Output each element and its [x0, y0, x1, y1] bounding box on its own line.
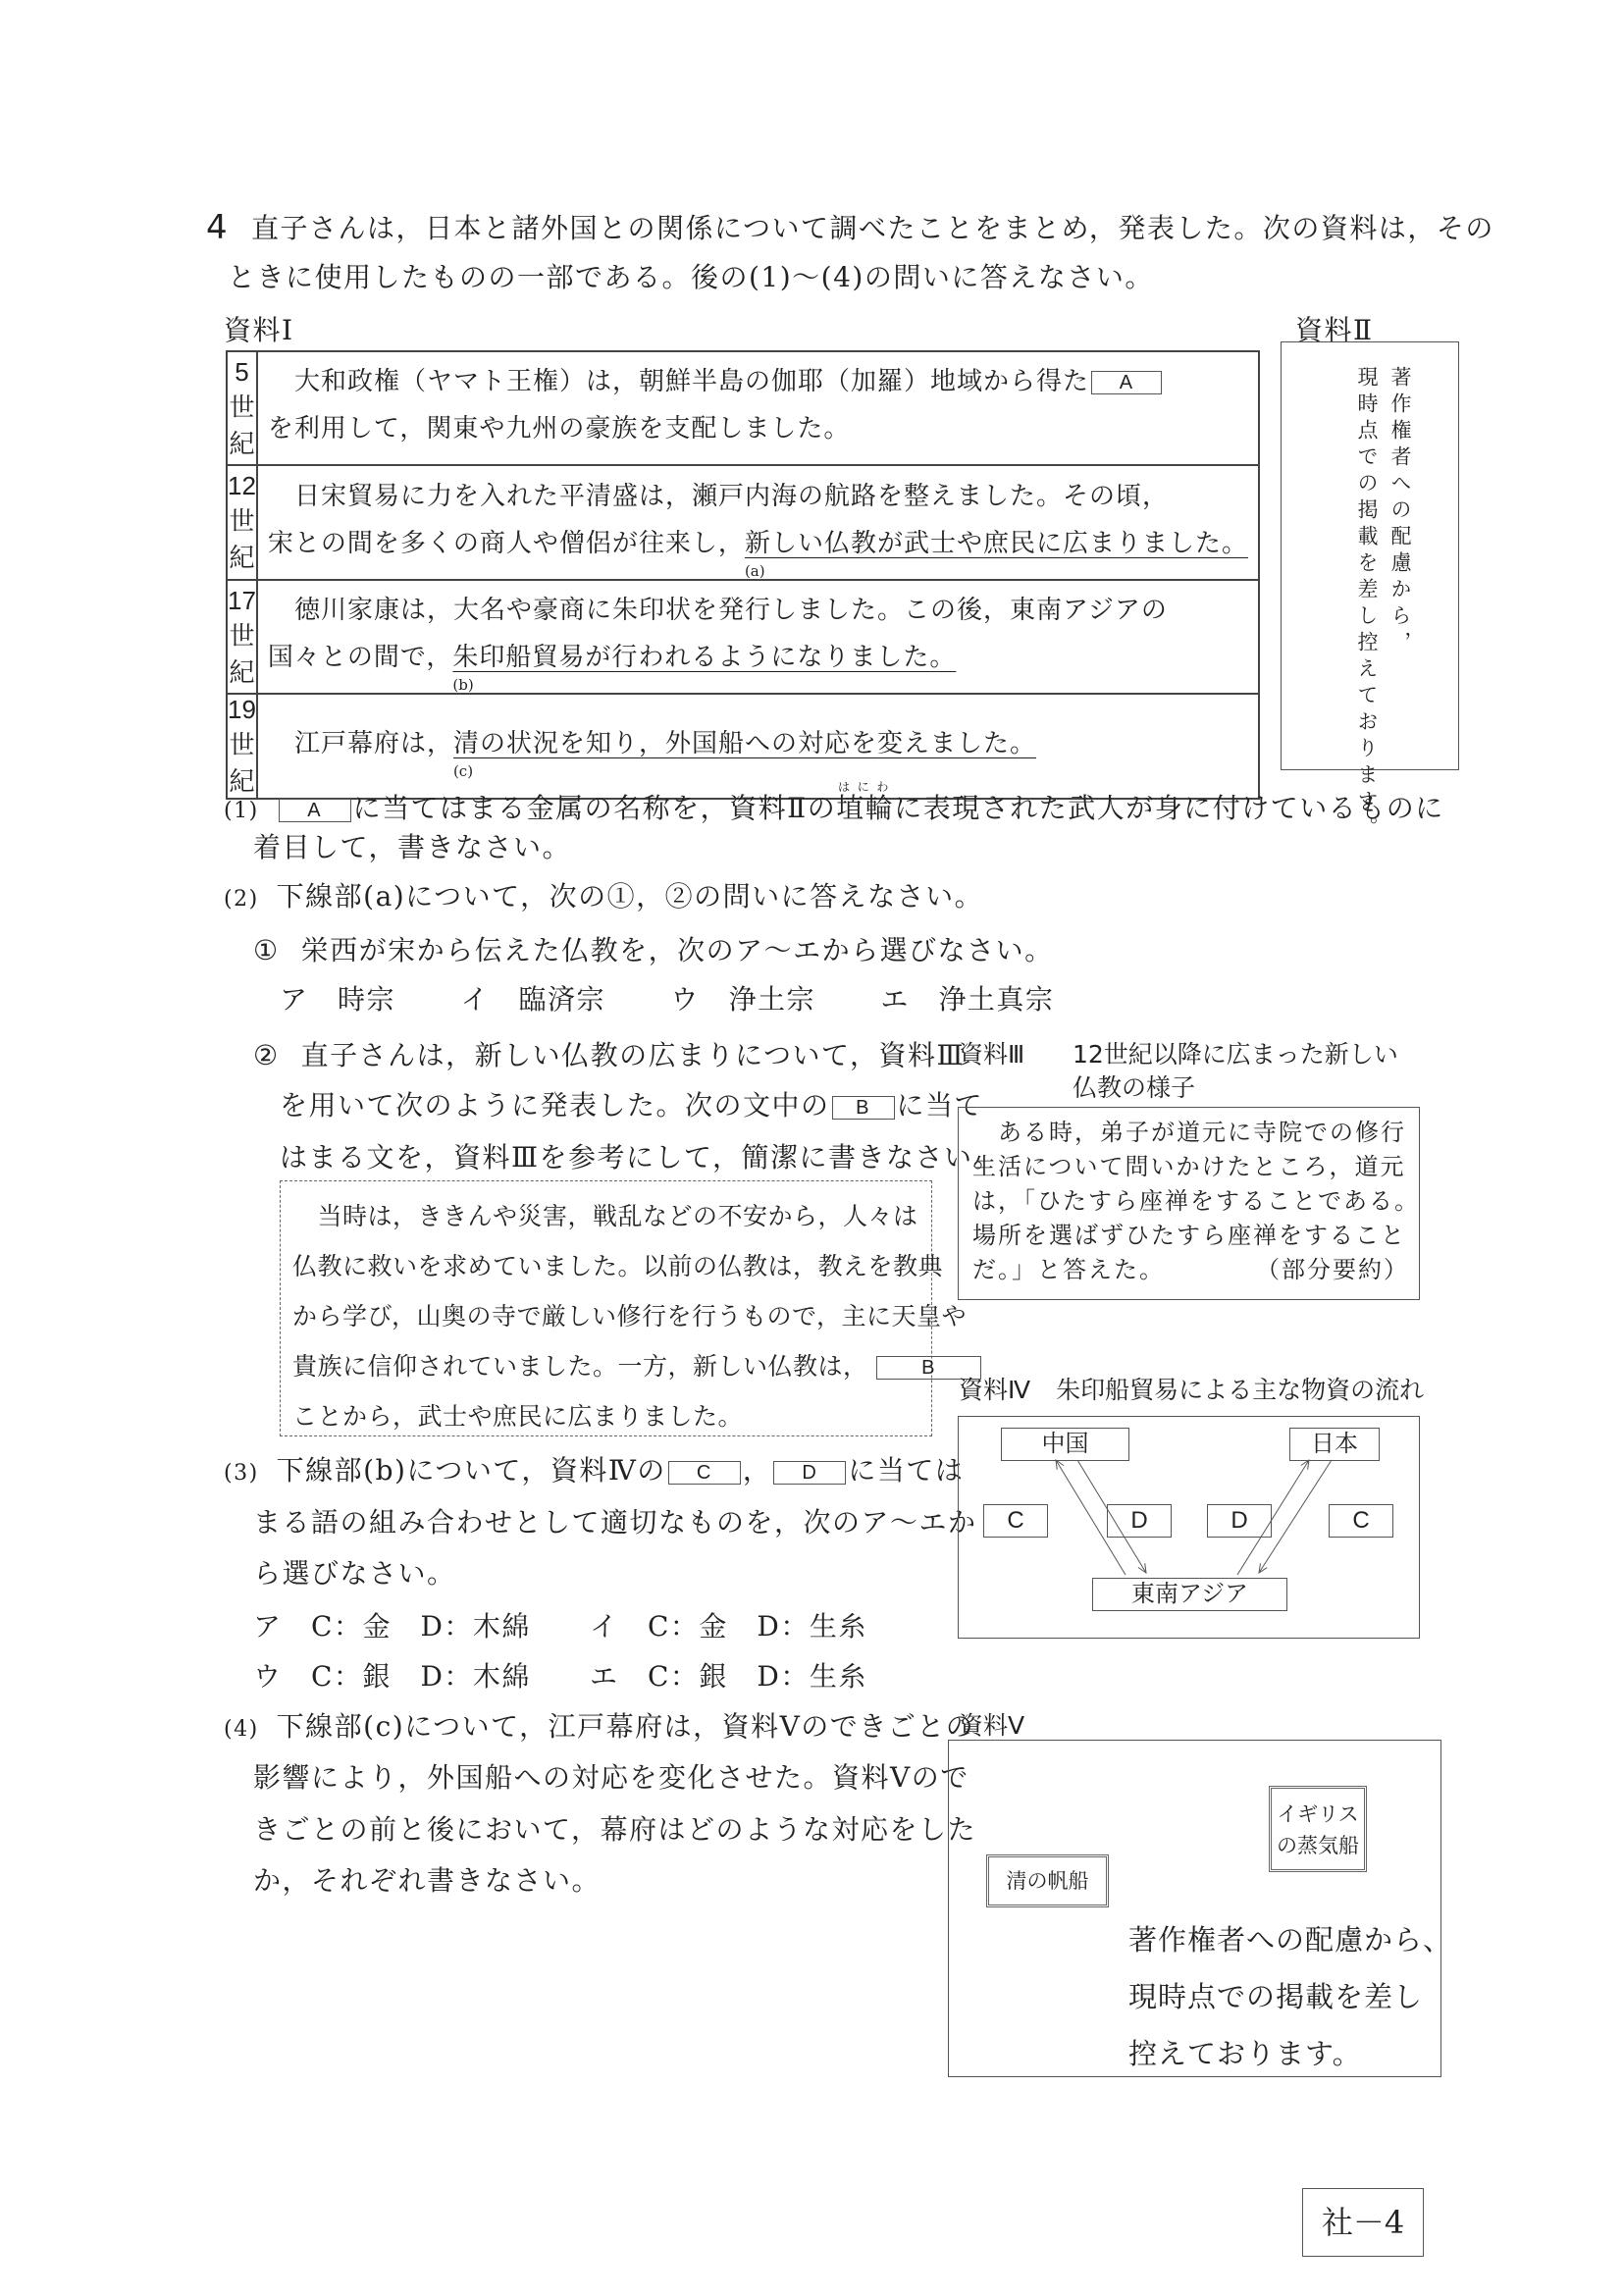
doc3-line: 場所を選ばずひたすら座禅をすること — [972, 1222, 1406, 1249]
blank-box-d: D — [773, 1461, 846, 1485]
furigana-haniwa: 埴輪はにわ — [836, 780, 895, 824]
japan-box: 日本 — [1289, 1428, 1380, 1461]
q1-line-2: 着目して，書きなさい。 — [253, 831, 571, 863]
q4-line: か，それぞれ書きなさい。 — [253, 1864, 602, 1897]
page-number: 社－4 — [1302, 2188, 1424, 2257]
row-text: 宋との間を多くの商人や僧侶が往来し， — [267, 528, 745, 558]
option-key: エ — [880, 983, 910, 1016]
qing-ship-label: 清の帆船 — [986, 1854, 1109, 1907]
blank-box-c: C — [1329, 1504, 1393, 1538]
doc3-line: は，「ひたすら座禅をすることである。 — [972, 1187, 1420, 1215]
q3-options-row-1: ア C：金 D：木綿 イ C：金 D：生糸 — [253, 1610, 867, 1643]
blank-box-a: A — [279, 799, 351, 822]
blank-box-b: B — [876, 1356, 981, 1380]
row-text: 江戸幕府は， — [293, 728, 453, 758]
doc3-line: だ。」と答えた。 — [972, 1256, 1165, 1283]
option-value: 浄土宗 — [728, 983, 815, 1016]
arrow-japan-to-sea — [1259, 1460, 1332, 1573]
mark-a: (a) — [744, 561, 765, 580]
intro-line-1: 直子さんは，日本と諸外国との関係について調べたことをまとめ，発表した。次の資料は，その — [251, 212, 1494, 244]
doc3-line: ある時，弟子が道元に寺院での修行 — [998, 1119, 1406, 1146]
century-cell: 5世紀 — [227, 351, 257, 465]
china-box: 中国 — [1001, 1428, 1129, 1461]
row-text: 徳川家康は，大名や豪商に朱印状を発行しました。この後，東南アジアの — [293, 596, 1168, 625]
underline-c: 清の状況を知り，外国船への対応を変えました。 (c) — [452, 728, 1036, 780]
doc3-label: 資料Ⅲ — [959, 1040, 1025, 1069]
q3-line-3: ら選びなさい。 — [253, 1557, 456, 1590]
blank-box-a: A — [1091, 371, 1162, 394]
blank-box-d: D — [1107, 1504, 1172, 1538]
option-value: 時宗 — [338, 983, 396, 1016]
q4-line: 影響により，外国船への対応を変化させた。資料Ⅴので — [253, 1761, 969, 1794]
q4: (4) 下線部(c)について，江戸幕府は，資料Ⅴのできごとの — [224, 1710, 975, 1743]
doc3-title: 12世紀以降に広まった新しい 仏教の様子 — [1073, 1040, 1398, 1102]
blank-box-c: C — [983, 1504, 1048, 1538]
option-key: ウ — [670, 983, 700, 1016]
mark-c: (c) — [452, 761, 474, 780]
blank-box-b: B — [832, 1096, 895, 1120]
blank-box-c: C — [668, 1461, 741, 1485]
speech-line: 貴族に信仰されていました。一方，新しい仏教は， — [292, 1352, 868, 1381]
intro-line-2: ときに使用したものの一部である。後の(1)～(4)の問いに答えなさい。 — [228, 261, 1154, 293]
row-text: 大和政権（ヤマト王権）は，朝鮮半島の伽耶（加羅）地域から得た — [293, 367, 1089, 396]
southeast-asia-box: 東南アジア — [1092, 1578, 1287, 1611]
blank-box-d: D — [1207, 1504, 1272, 1538]
option-value: 浄土真宗 — [938, 983, 1055, 1016]
q2-sub2-line-3: はまる文を，資料Ⅲを参考にして，簡潔に書きなさい。 — [280, 1141, 1002, 1174]
century-cell: 12世紀 — [227, 465, 257, 580]
doc3-line: 生活について問いかけたところ，道元 — [972, 1153, 1406, 1180]
q2: (2) 下線部(a)について，次の①，②の問いに答えなさい。 — [224, 880, 984, 913]
doc2-label: 資料Ⅱ — [1295, 314, 1374, 346]
q2-sub2-line-2: を用いて次のように発表した。次の文中の B に当て — [280, 1089, 984, 1122]
mark-b: (b) — [452, 676, 474, 694]
speech-line: 仏教に救いを求めていました。以前の仏教は，教えを教典 — [292, 1252, 944, 1280]
q3-options-row-2: ウ C：銀 D：木綿 エ C：銀 D：生糸 — [253, 1660, 867, 1693]
underline-b: 朱印船貿易が行われるようになりました。 (b) — [452, 643, 957, 694]
option-key: イ — [460, 983, 490, 1016]
q3: (3) 下線部(b)について，資料Ⅳの C ， D に当ては — [224, 1454, 965, 1487]
row-text: を利用して，関東や九州の豪族を支配しました。 — [267, 414, 851, 444]
q2-sub2: ② 直子さんは，新しい仏教の広まりについて，資料Ⅲ — [253, 1039, 965, 1071]
speech-line: から学び，山奥の寺で厳しい修行を行うもので，主に天皇や — [292, 1302, 968, 1331]
doc3-note: （部分要約） — [1256, 1256, 1409, 1283]
q4-line: きごとの前と後において，幕府はどのような対応をした — [253, 1813, 976, 1846]
option-value: 臨済宗 — [518, 983, 605, 1016]
arrow-sea-to-china — [1056, 1460, 1126, 1575]
question-number: 4 — [206, 208, 228, 247]
row-text: 国々との間で， — [267, 643, 453, 672]
underline-a: 新しい仏教が武士や庶民に広まりました。 (a) — [744, 528, 1248, 580]
arrow-china-to-sea — [1077, 1460, 1146, 1573]
british-steamship-label: イギリス の蒸気船 — [1269, 1786, 1367, 1872]
arrow-sea-to-japan — [1237, 1460, 1309, 1575]
q1: (1) A に当てはまる金属の名称を，資料Ⅱの埴輪はにわに表現された武人が身に付けているものに — [224, 780, 1444, 824]
row-text: 日宋貿易に力を入れた平清盛は，瀬戸内海の航路を整えました。その頃， — [293, 481, 1169, 511]
century-cell: 17世紀 — [227, 580, 257, 694]
q3-line-2: まる語の組み合わせとして適切なものを，次のア～エか — [253, 1506, 977, 1539]
option-key: ア — [280, 983, 309, 1016]
century-cell: 19世紀 — [227, 694, 257, 799]
speech-line: 当時は，ききんや災害，戦乱などの不安から，人々は — [317, 1202, 918, 1230]
doc1-label: 資料Ⅰ — [224, 314, 294, 346]
copyright-notice: 著作権者への配慮から， — [1388, 366, 1412, 657]
doc4-label: 資料Ⅳ 朱印船貿易による主な物資の流れ — [959, 1376, 1425, 1404]
speech-line: ことから，武士や庶民に広まりました。 — [292, 1402, 744, 1431]
doc5-copyright-notice: 著作権者への配慮から、 現時点での掲載を差し 控えております。 — [1128, 1923, 1453, 2070]
doc5-label: 資料Ⅴ — [959, 1711, 1025, 1740]
q2-sub1: ① 栄西が宋から伝えた仏教を，次のア～エから選びなさい。 — [253, 934, 1054, 966]
copyright-notice: 現時点での掲載を差し控えております。 — [1355, 366, 1379, 843]
